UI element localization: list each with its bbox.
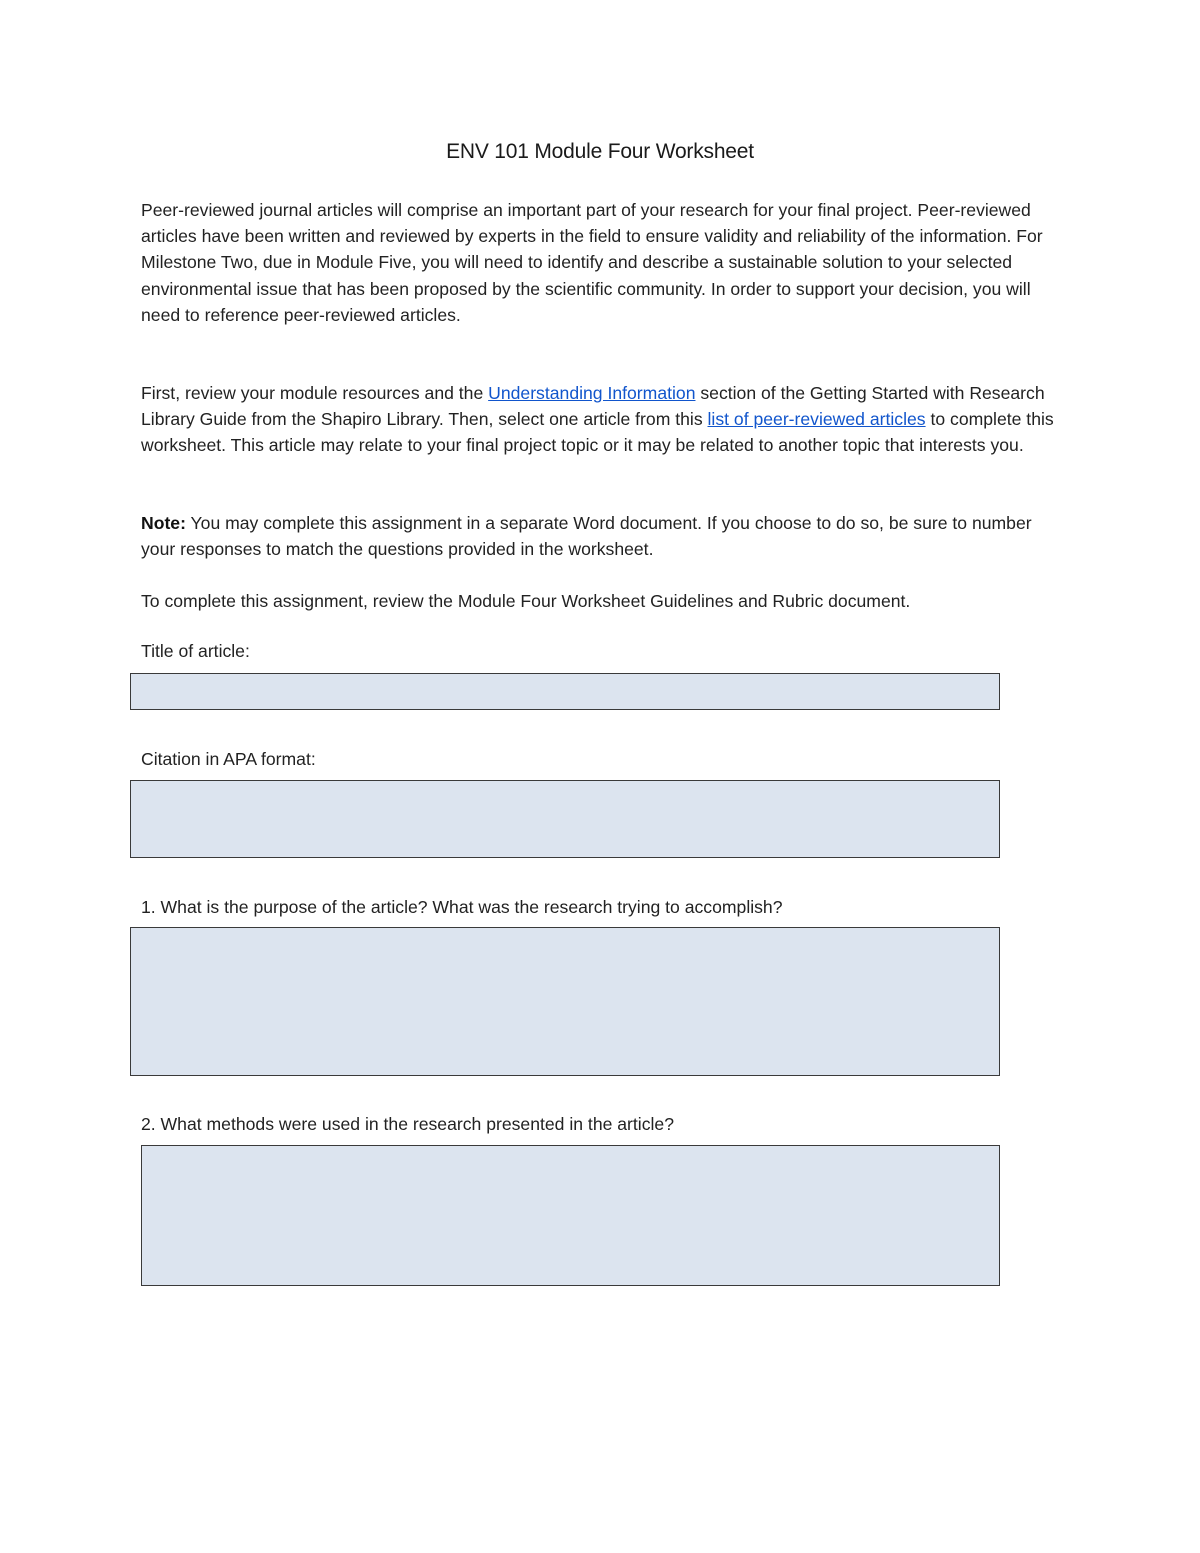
instructions-text-3: to complete this worksheet. This article may relate to your final project topic or it may be related to another topic that interests you.: [141, 409, 1054, 456]
intro-paragraph: Peer-reviewed journal articles will comprise an important part of your research for your final project. Peer-reviewed articles have been written and reviewed by experts in the field to ensure validity and reliability of the information. For Milestone Two, due in Module Five, you will need to identify and describe a sustainable solution to your selected environmental issue that has been proposed by the scientific community. In order to support your decision, you will need to reference peer-reviewed articles.: [141, 200, 1043, 325]
question-2-answer-field[interactable]: [141, 1145, 1000, 1286]
instructions-text-2: section of the Getting Started with Research Library Guide from the Shapiro Library. Then, select one article from this: [141, 383, 1045, 430]
page-title: ENV 101 Module Four Worksheet: [446, 140, 754, 163]
note-paragraph: [141, 510, 1061, 562]
peer-reviewed-articles-link[interactable]: list of peer-reviewed articles: [707, 409, 926, 430]
citation-field[interactable]: [130, 780, 1000, 858]
question-1-label: 1. What is the purpose of the article? What was the research trying to accomplish?: [141, 897, 783, 917]
question-1-answer-field[interactable]: [130, 927, 1000, 1076]
question-2-label: 2. What methods were used in the research presented in the article?: [141, 1114, 674, 1134]
note-text: You may complete this assignment in a separate Word document. If you choose to do so, be sure to number your responses to match the questions provided in the worksheet.: [141, 513, 1032, 560]
note-label: Note:: [141, 513, 186, 533]
understanding-information-link[interactable]: Understanding Information: [488, 383, 696, 403]
instructions-paragraph: [141, 380, 1061, 459]
instructions-text-1: First, review your module resources and the: [141, 383, 489, 403]
guidelines-paragraph: To complete this assignment, review the Module Four Worksheet Guidelines and Rubric document.: [141, 591, 911, 611]
title-of-article-field[interactable]: [130, 673, 1000, 710]
citation-label: Citation in APA format:: [141, 749, 316, 769]
title-of-article-label: Title of article:: [141, 641, 250, 661]
